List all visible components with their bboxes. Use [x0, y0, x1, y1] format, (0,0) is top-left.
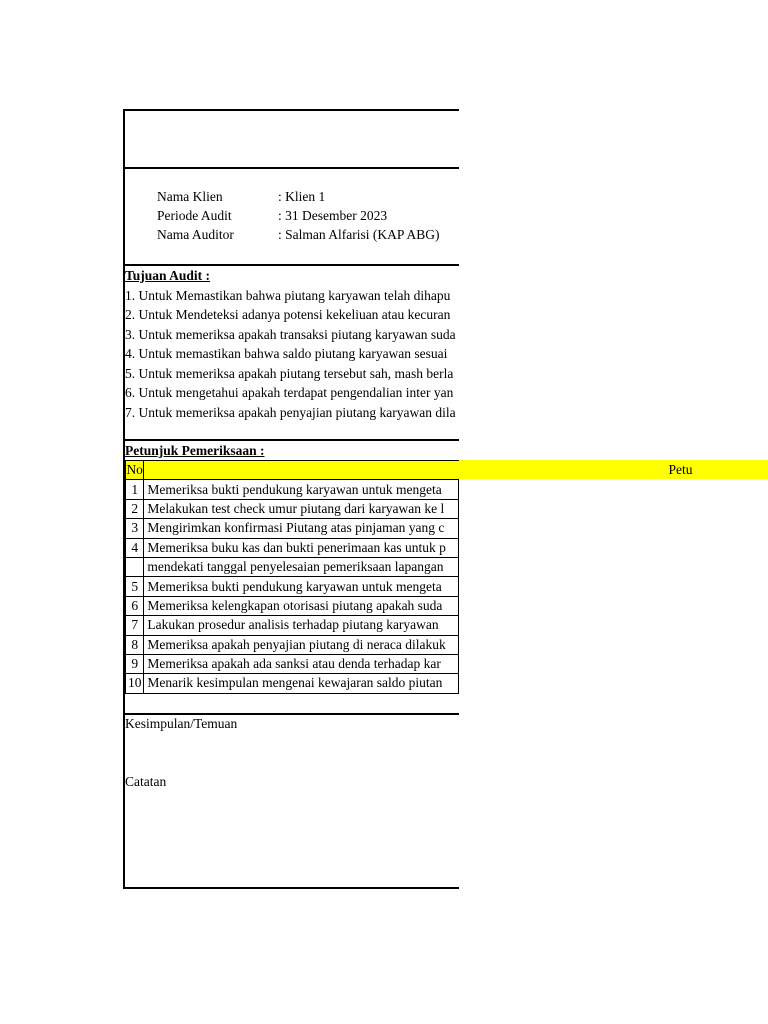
procedures-table	[125, 460, 693, 694]
objective-item: 1. Untuk Memastikan bahwa piutang karyawan telah dihapu	[125, 287, 451, 303]
table-row: 9 Memeriksa apakah ada sanksi atau denda terhadap kar	[126, 654, 459, 673]
client-name-value: : Klien 1	[278, 189, 326, 204]
table-row: 10 Menarik kesimpulan mengenai kewajaran saldo piutan	[126, 674, 459, 693]
table-row: 5 Memeriksa bukti pendukung karyawan untuk mengeta	[126, 577, 459, 596]
objective-item: 4. Untuk memastikan bahwa saldo piutang karyawan sesuai	[125, 346, 448, 361]
frame-top-border	[123, 109, 459, 111]
procedures-title: Petunjuk Pemeriksaan :	[125, 443, 265, 458]
table-row: 3 Mengirimkan konfirmasi Piutang atas pinjaman yang c	[126, 519, 459, 538]
table-row: 2 Melakukan test check umur piutang dari karyawan ke l	[126, 499, 459, 518]
objectives-title: Tujuan Audit :	[125, 268, 211, 283]
table-row: 7 Lakukan prosedur analisis terhadap piutang karyawan	[126, 616, 459, 635]
notes-label: Catatan	[125, 774, 167, 789]
table-row: mendekati tanggal penyelesaian pemeriksaan lapangan	[126, 557, 459, 576]
table-row: 1 Memeriksa bukti pendukung karyawan untuk mengeta	[126, 480, 459, 499]
table-header-row	[126, 461, 459, 480]
client-name-label: Nama Klien	[157, 189, 223, 204]
title-divider	[123, 167, 459, 169]
objective-item: 3. Untuk memeriksa apakah transaksi piutang karyawan suda	[125, 326, 456, 342]
header-no: No	[126, 461, 144, 480]
auditor-name-label: Nama Auditor	[157, 227, 234, 242]
objective-item: 2. Untuk Mendeteksi adanya potensi kekeliuan atau kecuran	[125, 307, 451, 322]
objective-item: 5. Untuk memeriksa apakah piutang tersebut sah, mash berla	[125, 365, 454, 381]
objective-item: 7. Untuk memeriksa apakah penyajian piutang karyawan dila	[125, 404, 456, 420]
table-row: 4 Memeriksa buku kas dan bukti penerimaan kas untuk p	[126, 538, 459, 557]
audit-period-label: Periode Audit	[157, 208, 232, 223]
table-row: 6 Memeriksa kelengkapan otorisasi piutang apakah suda	[126, 596, 459, 615]
header-desc: Petu	[144, 461, 459, 480]
objective-item: 6. Untuk mengetahui apakah terdapat pengendalian inter yan	[125, 385, 454, 400]
audit-worksheet	[123, 109, 693, 889]
auditor-name-value: : Salman Alfarisi (KAP ABG)	[278, 227, 440, 242]
audit-period-value: : 31 Desember 2023	[278, 208, 388, 223]
table-row: 8 Memeriksa apakah penyajian piutang di neraca dilakuk	[126, 635, 459, 654]
frame-bottom-border	[123, 887, 459, 889]
conclusion-label: Kesimpulan/Temuan	[125, 716, 238, 731]
